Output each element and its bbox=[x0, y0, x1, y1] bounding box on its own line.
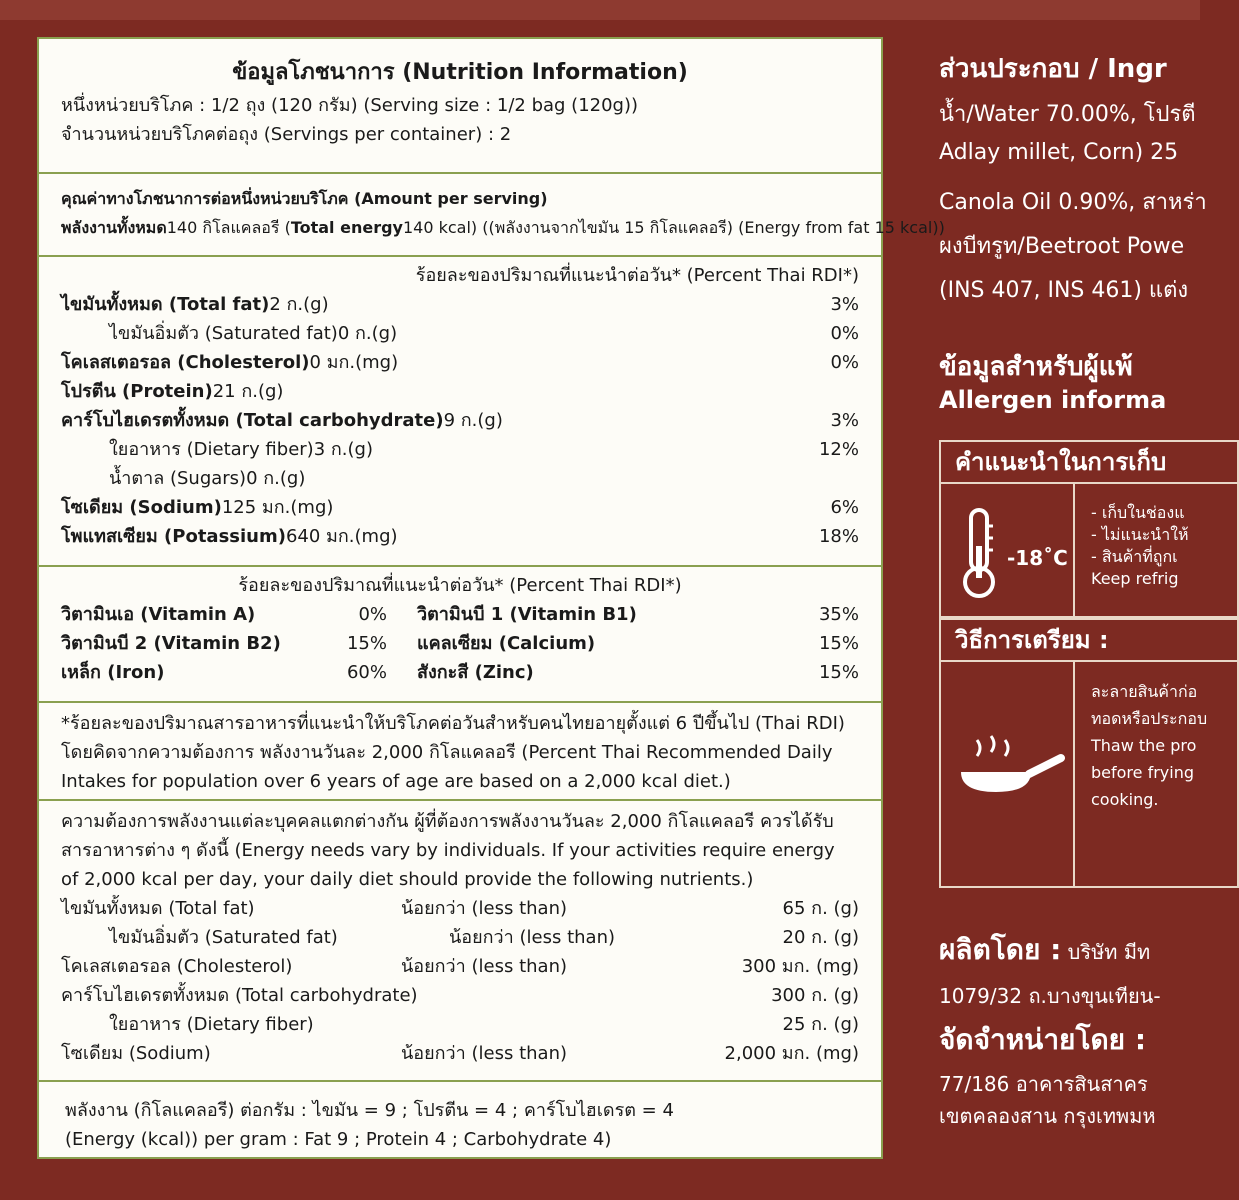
ingredient-line: ผงบีทรูท/Beetroot Powe bbox=[939, 234, 1185, 259]
rdi-header bbox=[61, 261, 859, 290]
daily-condition: น้อยกว่า (less than) bbox=[449, 927, 615, 948]
package-top-edge bbox=[0, 0, 1200, 20]
nutrient-percent: 12% bbox=[818, 439, 859, 460]
energy-per-gram-line: พลังงาน (กิโลแคลอรี) ต่อกรัม : ไขมัน = 9 ; โปรตีน = 4 ; คาร์โบไฮเดรต = 4 bbox=[65, 1100, 674, 1121]
ingredient-line: น้ำ/Water 70.00%, โปรตี bbox=[939, 102, 1196, 127]
nutrient-percent: 3% bbox=[830, 410, 859, 431]
needs-line: of 2,000 kcal per day, your daily diet should provide the following nutrients.) bbox=[61, 869, 754, 890]
nutrient-row bbox=[61, 493, 859, 522]
nutrition-label bbox=[37, 37, 945, 1159]
daily-condition bbox=[449, 1010, 649, 1039]
nutrient-percent: 0% bbox=[830, 323, 859, 344]
energy-line bbox=[61, 213, 945, 242]
nutrient-amount: 2 ก.(g) bbox=[269, 294, 329, 315]
daily-value: 65 ก. (g) bbox=[782, 898, 859, 919]
ingredient-line: (INS 407, INS 461) แต่ง bbox=[939, 278, 1189, 303]
daily-value: 300 มก. (mg) bbox=[741, 956, 859, 977]
vitamin-name: วิตามินบี 1 (Vitamin B1) bbox=[417, 604, 637, 625]
prep-line: before frying bbox=[1091, 763, 1194, 782]
daily-name: ไขมันทั้งหมด (Total fat) bbox=[61, 898, 255, 919]
nutrient-row bbox=[61, 435, 859, 464]
row-spacer bbox=[398, 522, 819, 551]
daily-name: คาร์โบไฮเดรตทั้งหมด (Total carbohydrate) bbox=[61, 985, 418, 1006]
prep-line: ละลายสินค้าก่อ bbox=[1091, 682, 1198, 701]
daily-value: 25 ก. (g) bbox=[782, 1014, 859, 1035]
footnote-line: โดยคิดจากความต้องการ พลังงานวันละ 2,000 กิโลแคลอรี (Percent Thai Recommended Daily bbox=[61, 742, 833, 763]
storage-line: - ไม่แนะนำให้ bbox=[1091, 525, 1189, 544]
pan-cell bbox=[941, 662, 1075, 888]
row-spacer bbox=[283, 377, 859, 406]
amount-header: คุณค่าทางโภชนาการต่อหนึ่งหน่วยบริโภค (Amount per serving) bbox=[61, 189, 548, 208]
daily-row bbox=[61, 894, 859, 923]
daily-name: ใยอาหาร (Dietary fiber) bbox=[109, 1014, 314, 1035]
storage-box bbox=[939, 440, 1239, 618]
nutrient-amount: 125 มก.(mg) bbox=[221, 497, 334, 518]
needs-text bbox=[61, 807, 859, 894]
distributor-address-1: 77/186 อาคารสินสาคร bbox=[939, 1072, 1148, 1096]
vitamin-percent: 15% bbox=[818, 633, 859, 654]
daily-row bbox=[61, 952, 859, 981]
vitamin-name: วิตามินบี 2 (Vitamin B2) bbox=[61, 633, 281, 654]
daily-value: 2,000 มก. (mg) bbox=[724, 1043, 859, 1064]
daily-name: ไขมันอิ่มตัว (Saturated fat) bbox=[109, 927, 338, 948]
vitamin-name: วิตามินเอ (Vitamin A) bbox=[61, 604, 256, 625]
daily-row bbox=[61, 1010, 859, 1039]
nutrient-amount: 9 ก.(g) bbox=[443, 410, 503, 431]
rdi-header2-text: ร้อยละของปริมาณที่แนะนำต่อวัน* (Percent Thai RDI*) bbox=[238, 575, 682, 596]
nutrient-row bbox=[61, 290, 859, 319]
nutrient-amount: 640 มก.(mg) bbox=[285, 526, 398, 547]
nutrient-percent: 0% bbox=[830, 352, 859, 373]
vitamin-percent: 15% bbox=[346, 633, 387, 654]
daily-row bbox=[61, 1039, 859, 1068]
row-spacer bbox=[398, 348, 830, 377]
row-spacer bbox=[373, 435, 819, 464]
temperature-value: -18˚C bbox=[1007, 546, 1068, 570]
storage-lines bbox=[1091, 502, 1189, 590]
nutrient-name: โซเดียม (Sodium) bbox=[61, 497, 222, 518]
serving-section bbox=[39, 39, 881, 174]
nutrient-name: โคเลสเตอรอล (Cholesterol) bbox=[61, 352, 310, 373]
ingredient-line: Adlay millet, Corn) 25 bbox=[939, 140, 1179, 165]
nutrient-amount: 0 มก.(mg) bbox=[309, 352, 399, 373]
row-spacer bbox=[329, 290, 831, 319]
energy-label: พลังงานทั้งหมด bbox=[61, 218, 167, 237]
servings-per-container: จำนวนหน่วยบริโภคต่อถุง (Servings per container) : 2 bbox=[61, 124, 512, 145]
prep-line: ทอดหรือประกอบ bbox=[1091, 709, 1208, 728]
serving-size: หนึ่งหน่วยบริโภค : 1/2 ถุง (120 กรัม) (Serving size : 1/2 bag (120g)) bbox=[61, 95, 639, 116]
nutrient-row bbox=[61, 377, 859, 406]
daily-name: โคเลสเตอรอล (Cholesterol) bbox=[61, 956, 293, 977]
nutrients-list bbox=[61, 290, 859, 551]
nutrient-amount: 3 ก.(g) bbox=[313, 439, 373, 460]
allergen-title-th: ข้อมูลสำหรับผู้แพ้ bbox=[939, 352, 1133, 382]
daily-row bbox=[61, 923, 859, 952]
nutrient-row bbox=[61, 464, 859, 493]
vitamin-percent: 35% bbox=[818, 604, 859, 625]
footnote-section bbox=[39, 703, 881, 801]
allergen-title-en: Allergen informa bbox=[939, 386, 1167, 414]
energy-per-gram-line: (Energy (kcal)) per gram : Fat 9 ; Protein 4 ; Carbohydrate 4) bbox=[65, 1129, 612, 1150]
daily-condition: น้อยกว่า (less than) bbox=[401, 956, 567, 977]
nutrient-name: โปรตีน (Protein) bbox=[61, 381, 213, 402]
nutrient-percent: 3% bbox=[830, 294, 859, 315]
vitamin-percent: 0% bbox=[358, 604, 387, 625]
nutrient-row bbox=[61, 406, 859, 435]
producer-address: 1079/32 ถ.บางขุนเทียน- bbox=[939, 984, 1161, 1008]
vitamin-name: สังกะสี (Zinc) bbox=[417, 662, 534, 683]
nutrient-percent: 6% bbox=[830, 497, 859, 518]
vitamins-list bbox=[61, 600, 859, 687]
storage-title: คำแนะนำในการเก็บ bbox=[941, 442, 1237, 484]
prep-title: วิธีการเตรียม : bbox=[941, 620, 1237, 662]
thermometer-cell bbox=[941, 484, 1075, 618]
row-spacer bbox=[503, 406, 831, 435]
storage-line: Keep refrig bbox=[1091, 569, 1179, 588]
ingredients-title: ส่วนประกอบ / Ingr bbox=[939, 54, 1167, 84]
nutrients-section bbox=[39, 257, 881, 567]
prep-line: cooking. bbox=[1091, 790, 1159, 809]
nutrient-name: ไขมันอิ่มตัว (Saturated fat) bbox=[109, 323, 338, 344]
nutrient-name: คาร์โบไฮเดรตทั้งหมด (Total carbohydrate) bbox=[61, 410, 444, 431]
nutrient-amount: 21 ก.(g) bbox=[212, 381, 284, 402]
needs-line: ความต้องการพลังงานแต่ละบุคคลแตกต่างกัน ผู้ที่ต้องการพลังงานวันละ 2,000 กิโลแคลอรี ควรได้รับ bbox=[61, 811, 834, 832]
prep-lines bbox=[1091, 678, 1207, 813]
rdi-header-2 bbox=[61, 571, 859, 600]
daily-value: 300 ก. (g) bbox=[771, 985, 859, 1006]
nutrient-name: โพแทสเซียม (Potassium) bbox=[61, 526, 286, 547]
footnote bbox=[61, 709, 859, 796]
daily-condition: น้อยกว่า (less than) bbox=[401, 1043, 567, 1064]
producer-name: บริษัท มีท bbox=[1061, 940, 1151, 964]
prep-box bbox=[939, 618, 1239, 888]
daily-list bbox=[61, 894, 859, 1068]
ingredient-line: Canola Oil 0.90%, สาหร่า bbox=[939, 190, 1207, 215]
daily-needs-section bbox=[39, 801, 881, 1082]
vitamin-name: แคลเซียม (Calcium) bbox=[417, 633, 596, 654]
distributor-label: จัดจำหน่ายโดย : bbox=[939, 1023, 1147, 1056]
nutrient-row bbox=[61, 319, 859, 348]
vitamin-row bbox=[61, 629, 859, 658]
energy-per-gram bbox=[65, 1096, 859, 1154]
row-spacer bbox=[397, 319, 830, 348]
producer-label: ผลิตโดย : bbox=[939, 933, 1062, 966]
amount-section bbox=[39, 174, 945, 257]
daily-row bbox=[61, 981, 859, 1010]
rdi-header-text: ร้อยละของปริมาณที่แนะนำต่อวัน* (Percent Thai RDI*) bbox=[415, 265, 859, 286]
nutrient-amount: 0 ก.(g) bbox=[337, 323, 398, 344]
energy-detail: 140 kcal) ((พลังงานจากไขมัน 15 กิโลแคลอรี) (Energy from fat 15 kcal)) bbox=[402, 218, 945, 237]
prep-line: Thaw the pro bbox=[1091, 736, 1197, 755]
nutrient-amount: 0 ก.(g) bbox=[246, 468, 306, 489]
vitamin-row bbox=[61, 600, 859, 629]
needs-line: สารอาหารต่าง ๆ ดังนี้ (Energy needs vary by individuals. If your activities require energy bbox=[61, 840, 835, 861]
storage-line: - สินค้าที่ถูกเ bbox=[1091, 547, 1178, 566]
side-panel bbox=[883, 20, 1208, 1200]
nutrient-percent: 18% bbox=[818, 526, 859, 547]
vitamins-section bbox=[39, 567, 881, 703]
energy-value: 140 กิโลแคลอรี ( bbox=[166, 218, 291, 237]
footnote-line: *ร้อยละของปริมาณสารอาหารที่แนะนำให้บริโภคต่อวันสำหรับคนไทยอายุตั้งแต่ 6 ปีขึ้นไป (Thai RDI) bbox=[61, 713, 845, 734]
storage-line: - เก็บในช่องแ bbox=[1091, 503, 1185, 522]
nutrient-row bbox=[61, 348, 859, 377]
row-spacer bbox=[333, 493, 830, 522]
nutrient-name: ไขมันทั้งหมด (Total fat) bbox=[61, 294, 270, 315]
nutrient-row bbox=[61, 522, 859, 551]
vitamin-percent: 15% bbox=[818, 662, 859, 683]
frying-pan-icon bbox=[957, 730, 1067, 820]
daily-value: 20 ก. (g) bbox=[782, 927, 859, 948]
nutrient-name: ใยอาหาร (Dietary fiber) bbox=[109, 439, 314, 460]
energy-per-gram-section bbox=[39, 1082, 881, 1158]
vitamin-row bbox=[61, 658, 859, 687]
energy-label-en: Total energy bbox=[290, 218, 403, 237]
distributor-address-2: เขตคลองสาน กรุงเทพมห bbox=[939, 1104, 1156, 1128]
row-spacer bbox=[305, 464, 859, 493]
footnote-line: Intakes for population over 6 years of age are based on a 2,000 kcal diet.) bbox=[61, 771, 731, 792]
label-title: ข้อมูลโภชนาการ (Nutrition Information) bbox=[232, 60, 688, 85]
producer-line bbox=[939, 928, 1150, 972]
daily-condition: น้อยกว่า (less than) bbox=[401, 898, 567, 919]
nutrient-name: น้ำตาล (Sugars) bbox=[109, 468, 247, 489]
daily-name: โซเดียม (Sodium) bbox=[61, 1043, 211, 1064]
vitamin-name: เหล็ก (Iron) bbox=[61, 662, 165, 683]
vitamin-percent: 60% bbox=[346, 662, 387, 683]
